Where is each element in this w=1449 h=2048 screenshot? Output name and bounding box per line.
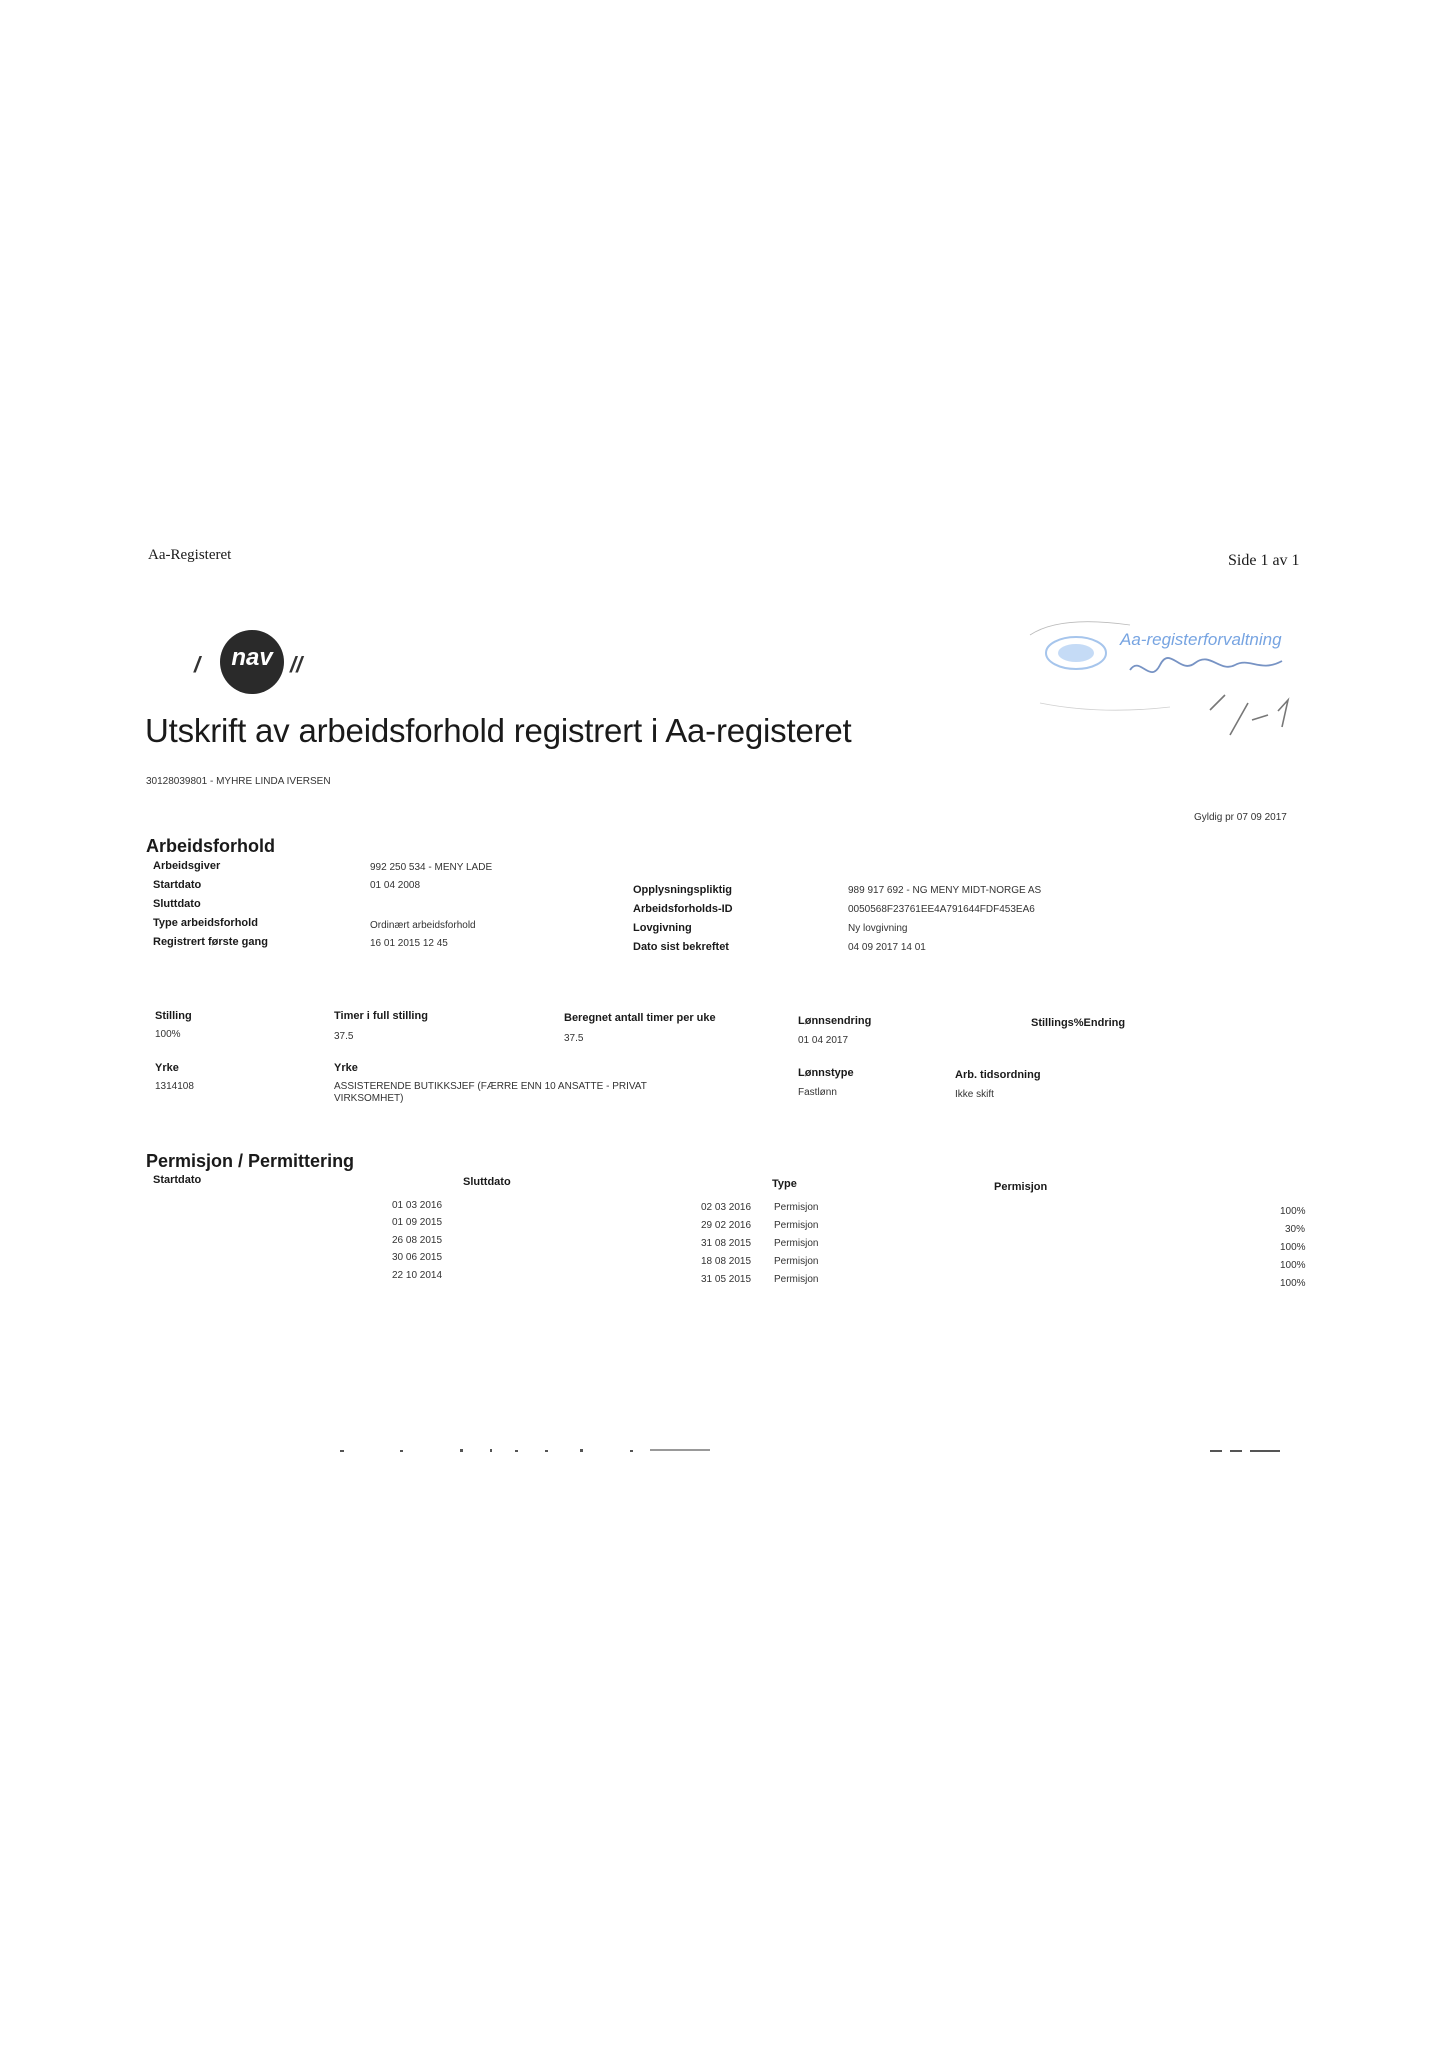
field-label: Opplysningspliktig xyxy=(633,884,733,896)
field-value: Ordinært arbeidsforhold xyxy=(370,920,476,931)
col-header-endring: Stillings%Endring xyxy=(1031,1017,1126,1029)
col-header-sluttdato: Sluttdato xyxy=(463,1176,511,1188)
field-value: 989 917 692 - NG MENY MIDT-NORGE AS xyxy=(848,885,1042,896)
lonnstype-label: Lønnstype xyxy=(798,1067,854,1079)
perm-type: Permisjon xyxy=(774,1238,819,1249)
nav-logo: / nav // xyxy=(188,630,318,700)
valid-date: Gyldig pr 07 09 2017 xyxy=(1194,812,1287,823)
perm-slutt: 29 02 2016 xyxy=(701,1220,752,1231)
perm-type: Permisjon xyxy=(774,1274,819,1285)
tidsordning-value: Ikke skift xyxy=(955,1089,994,1100)
header-right: Side 1 av 1 xyxy=(1228,552,1300,569)
perm-slutt: 31 05 2015 xyxy=(701,1274,752,1285)
svg-text:Aa-registerforvaltning: Aa-registerforvaltning xyxy=(1120,630,1282,649)
page-title: Utskrift av arbeidsforhold registrert i Aa-registeret xyxy=(145,712,852,749)
person-id: 30128039801 - MYHRE LINDA IVERSEN xyxy=(146,776,331,787)
field-label: Arbeidsforholds-ID xyxy=(633,903,733,915)
perm-slutt: 31 08 2015 xyxy=(701,1238,752,1249)
stamp-image xyxy=(1020,615,1340,775)
col-header-permisjon: Permisjon xyxy=(994,1181,1048,1193)
perm-slutt: 18 08 2015 xyxy=(701,1256,752,1267)
field-label: Dato sist bekreftet xyxy=(633,941,729,953)
col-header-startdato: Startdato xyxy=(153,1174,202,1186)
permisjon-heading: Permisjon / Permittering xyxy=(146,1151,355,1171)
perm-pct: 100% xyxy=(1280,1206,1306,1217)
perm-start: 30 06 2015 xyxy=(392,1252,443,1263)
perm-slutt: 02 03 2016 xyxy=(701,1202,752,1213)
yrke-label: Yrke xyxy=(334,1062,358,1074)
field-value: 01 04 2008 xyxy=(370,880,421,891)
col-header-timer: Timer i full stilling xyxy=(334,1010,428,1022)
field-label: Registrert første gang xyxy=(153,936,268,948)
col-header-stilling: Stilling xyxy=(155,1010,192,1022)
field-value: 0050568F23761EE4A791644FDF453EA6 xyxy=(848,904,1035,915)
lonnstype-value: Fastlønn xyxy=(798,1087,837,1098)
arbeidsforhold-heading: Arbeidsforhold xyxy=(146,836,275,856)
col-header-type: Type xyxy=(772,1178,797,1190)
perm-pct: 100% xyxy=(1280,1278,1306,1289)
yrke-code: 1314108 xyxy=(155,1081,194,1092)
field-value: Ny lovgivning xyxy=(848,923,908,934)
perm-pct: 30% xyxy=(1285,1224,1306,1235)
perm-type: Permisjon xyxy=(774,1202,819,1213)
perm-pct: 100% xyxy=(1280,1242,1306,1253)
yrke-code-label: Yrke xyxy=(155,1062,179,1074)
field-label: Startdato xyxy=(153,879,202,891)
timer-value: 37.5 xyxy=(334,1031,354,1042)
logo-text: nav xyxy=(231,644,273,671)
perm-start: 01 03 2016 xyxy=(392,1200,443,1211)
header-left: Aa-Registeret xyxy=(148,547,232,563)
perm-start: 01 09 2015 xyxy=(392,1217,443,1228)
field-value: 04 09 2017 14 01 xyxy=(848,942,926,953)
beregnet-value: 37.5 xyxy=(564,1033,584,1044)
field-label: Sluttdato xyxy=(153,898,201,910)
perm-type: Permisjon xyxy=(774,1220,819,1231)
field-value: 992 250 534 - MENY LADE xyxy=(370,862,493,873)
lonnsendring-value: 01 04 2017 xyxy=(798,1035,849,1046)
perm-pct: 100% xyxy=(1280,1260,1306,1271)
field-label: Arbeidsgiver xyxy=(153,860,221,872)
col-header-lonnsendring: Lønnsendring xyxy=(798,1015,872,1027)
perm-start: 26 08 2015 xyxy=(392,1235,443,1246)
perm-type: Permisjon xyxy=(774,1256,819,1267)
field-label: Lovgivning xyxy=(633,922,692,934)
perm-start: 22 10 2014 xyxy=(392,1270,443,1281)
yrke-line1: ASSISTERENDE BUTIKKSJEF (FÆRRE ENN 10 ANSATTE - PRIVAT xyxy=(334,1081,647,1092)
tidsordning-label: Arb. tidsordning xyxy=(955,1069,1041,1081)
footer-remnant xyxy=(340,1446,1340,1456)
field-label: Type arbeidsforhold xyxy=(153,917,258,929)
yrke-line2: VIRKSOMHET) xyxy=(334,1093,404,1104)
col-header-beregnet: Beregnet antall timer per uke xyxy=(564,1012,716,1024)
stilling-value: 100% xyxy=(155,1029,181,1040)
field-value: 16 01 2015 12 45 xyxy=(370,938,448,949)
